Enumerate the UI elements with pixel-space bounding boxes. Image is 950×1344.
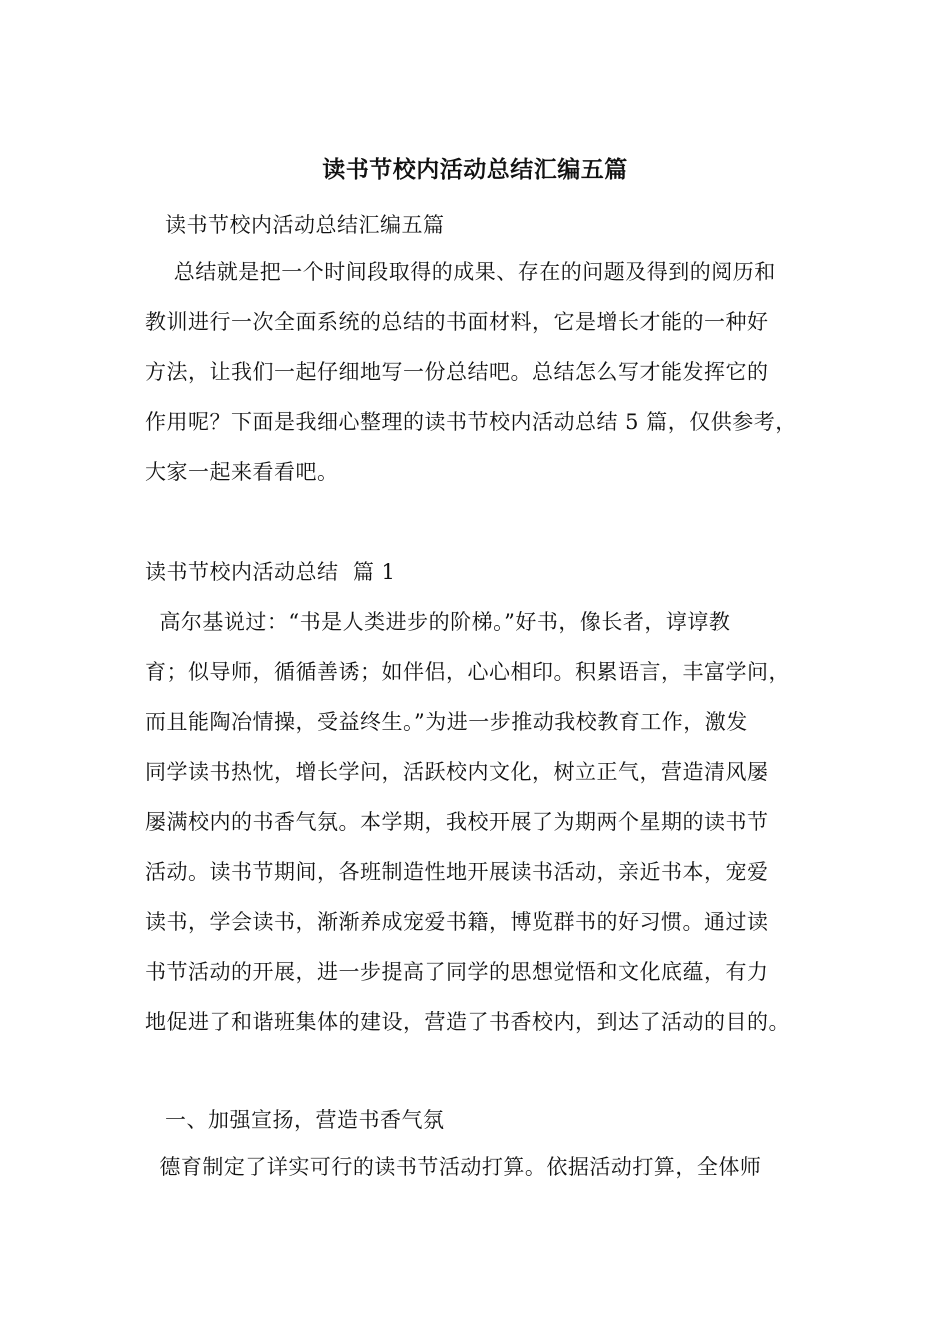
paragraph-line: 地促进了和谐班集体的建设，营造了书香校内，到达了活动的目的。 bbox=[145, 1010, 790, 1034]
subsection-paragraph bbox=[145, 1142, 825, 1192]
intro-paragraph bbox=[145, 247, 825, 497]
section-heading-text: 读书节校内活动总结 篇 1 bbox=[145, 560, 396, 584]
paragraph-line: 屡满校内的书香气氛。本学期，我校开展了为期两个星期的读书节 bbox=[145, 810, 769, 834]
section-paragraph bbox=[145, 597, 825, 1047]
document-title: 读书节校内活动总结汇编五篇 bbox=[322, 156, 628, 183]
subsection-heading-text: 一、加强宣扬，营造书香气氛 bbox=[165, 1108, 445, 1132]
paragraph-line: 活动。读书节期间，各班制造性地开展读书活动，亲近书本，宠爱 bbox=[145, 860, 769, 884]
section-heading bbox=[145, 547, 825, 597]
paragraph-line: 教训进行一次全面系统的总结的书面材料，它是增长才能的一种好 bbox=[145, 310, 769, 334]
subsection-heading bbox=[145, 1095, 845, 1145]
paragraph-line: 大家一起来看看吧。 bbox=[145, 460, 339, 484]
paragraph-line: 同学读书热忱，增长学问，活跃校内文化，树立正气，营造清风屡 bbox=[145, 760, 769, 784]
paragraph-line: 书节活动的开展，进一步提高了同学的思想觉悟和文化底蕴，有力 bbox=[145, 960, 769, 984]
paragraph-line: 育；似导师，循循善诱；如伴侣，心心相印。积累语言，丰富学问， bbox=[145, 660, 790, 684]
paragraph-line: 读书，学会读书，渐渐养成宠爱书籍，博览群书的好习惯。通过读 bbox=[145, 910, 769, 934]
subtitle-text: 读书节校内活动总结汇编五篇 bbox=[165, 213, 445, 237]
paragraph-line: 总结就是把一个时间段取得的成果、存在的问题及得到的阅历和 bbox=[145, 260, 776, 284]
paragraph-line: 而且能陶冶情操，受益终生。”为进一步推动我校教育工作，激发 bbox=[145, 710, 748, 734]
paragraph-line: 作用呢？下面是我细心整理的读书节校内活动总结 5 篇，仅供参考， bbox=[145, 410, 797, 434]
paragraph-line: 高尔基说过：“书是人类进步的阶梯。”好书，像长者，谆谆教 bbox=[145, 610, 731, 634]
document-subtitle bbox=[145, 200, 845, 250]
paragraph-line: 方法，让我们一起仔细地写一份总结吧。总结怎么写才能发挥它的 bbox=[145, 360, 769, 384]
paragraph-line: 德育制定了详实可行的读书节活动打算。依据活动打算，全体师 bbox=[145, 1155, 762, 1179]
